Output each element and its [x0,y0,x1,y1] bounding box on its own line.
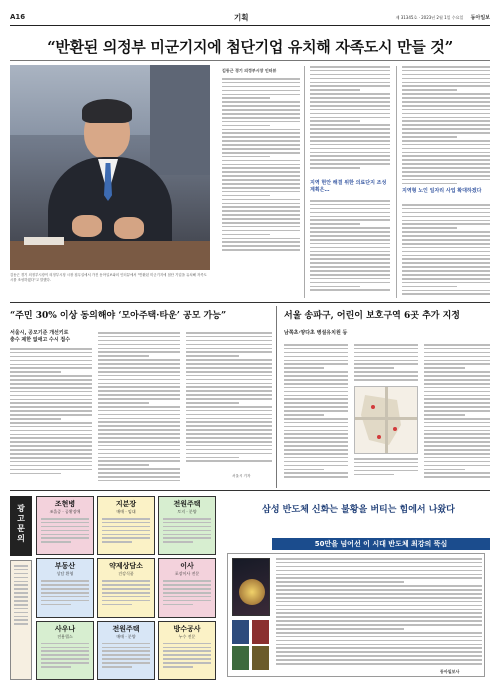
classified-ad-title: 사우나 [54,624,76,633]
publisher-label: 동아일보사 [440,669,460,674]
classified-ad-body [37,640,93,673]
book-ad-banner: 50만을 넘어선 이 시대 반도체 최강의 뚝심 [272,538,490,550]
classified-ad-subtitle: 상담 환영 [56,571,74,577]
classified-ad-body [98,640,154,673]
classified-ad [36,558,94,617]
classified-ad [97,558,155,617]
article3-headline: 서울 송파구, 어린이 보호구역 6곳 추가 지정 [284,311,460,321]
ad-section-rule [10,490,490,491]
main-article-col-2a [310,66,390,178]
school-zone-map [354,386,418,454]
article2-col-3 [186,332,272,470]
issue-date: 제 31345호 · 2023년 2월 1일 수요일 [395,15,464,20]
interview-photo [10,65,210,270]
classified-ad [158,621,216,680]
classified-ad [36,496,94,555]
classified-ad-subtitle: 누수 전문 [178,633,196,639]
article3-subhead: 남쪽초·양다초 병설유치원 등 [284,330,348,336]
classified-ad [158,558,216,617]
classified-ad-title: 지분장 [115,500,137,508]
main-article-col-3b [402,204,490,298]
article3-col-3 [424,344,490,484]
classified-ad-subtitle: 매매 · 임대 [116,509,136,514]
classified-ad-title: 전원주택 [112,624,140,633]
classified-ad [97,496,155,555]
classified-ad [36,621,94,680]
classified-ad-title: 방수공사 [173,624,201,633]
main-article-col-2b [310,200,390,298]
classified-ad-body [98,577,154,610]
subheading-question-2: 지역형 노인 일자리 사업 확대하겠다 [402,188,482,194]
article3-col-2a [354,344,418,384]
classified-ad-subtitle: 포장이사 전문 [174,571,200,577]
classified-ad [158,496,216,555]
section-rule [10,302,490,303]
column-divider [276,306,277,488]
classified-ad-subtitle: 토지 · 분양 [177,509,197,514]
article3-col-2b [354,458,418,486]
map-marker-icon [393,427,397,431]
classified-ad [97,621,155,680]
book-ad-text [276,558,482,670]
classified-ad-body [98,515,154,548]
classified-ad-grid [36,496,216,680]
column-divider [396,66,397,298]
book-ad-headline: 삼성 반도체 신화는 불황을 버티는 힘에서 나왔다 [262,505,455,515]
photo-caption: 김동근 경기 의정부시장이 의정부시청 시장 집무실에서 가진 동아일보와의 인터뷰에서 "반환된 미군기지에 첨단 기업을 유치해 자족도시를 조성하겠다"고 말했다. [10,273,207,282]
classified-ad-title: 조현병 [54,500,76,508]
article2-subhead-line2: 충수 제한 없애고 수시 접수 [10,337,71,343]
book-cover-image [232,558,270,616]
classified-ad-title: 약제상담소 [109,562,143,571]
page-number: A16 [10,13,26,21]
interview-title: 김동근 경기 의정부시장 인터뷰 [222,68,277,73]
brand-logo: 동아일보 [470,15,490,21]
classified-ad-body [37,515,93,548]
section-label: 기획 [234,13,249,22]
page-header [10,10,490,26]
map-marker-icon [377,435,381,439]
article3-col-1 [284,344,348,484]
classified-ad-subtitle: 조울증 · 공황장애 [49,509,81,514]
article2-subhead-line1: 서울시, 공모기준 개선키로 [10,330,69,336]
classified-ad-title: 이사 [180,562,194,571]
classified-ad-subtitle: 전용헬스 [57,633,73,639]
article2-headline: “주민 30% 이상 동의해야 ‘모아주택·타운’ 공모 가능” [10,311,227,321]
map-marker-icon [371,405,375,409]
classified-ad-subtitle: 건강식품 [118,571,134,577]
classified-ad-title: 전원주택 [173,500,201,508]
article2-col-1 [10,348,92,486]
ad-side-panel [10,560,32,680]
main-article-col-3a [402,66,490,186]
ad-header-label: 광고 문의 [17,504,25,543]
main-headline: “반환된 의정부 미군기지에 첨단기업 유치해 자족도시 만들 것” [47,38,453,56]
classified-ad-title: 부동산 [54,562,76,571]
classified-ad-body [159,515,215,548]
article2-byline: 서울시 기자 [232,474,251,478]
main-article-col-1 [222,78,300,298]
ad-header-box [10,496,32,556]
classified-ad-body [159,640,215,673]
headline-rule [10,60,490,61]
classified-ad-body [37,577,93,610]
book-thumbnails [232,620,270,670]
classified-ad-body [159,577,215,610]
issue-meta [396,14,490,21]
article2-col-2 [98,332,180,486]
column-divider [304,66,305,298]
subheading-question-1: 지역 현안 해결 위한 의료단지 조성 계획은… [310,180,387,193]
classified-ad-subtitle: 매매 · 분양 [116,633,136,639]
